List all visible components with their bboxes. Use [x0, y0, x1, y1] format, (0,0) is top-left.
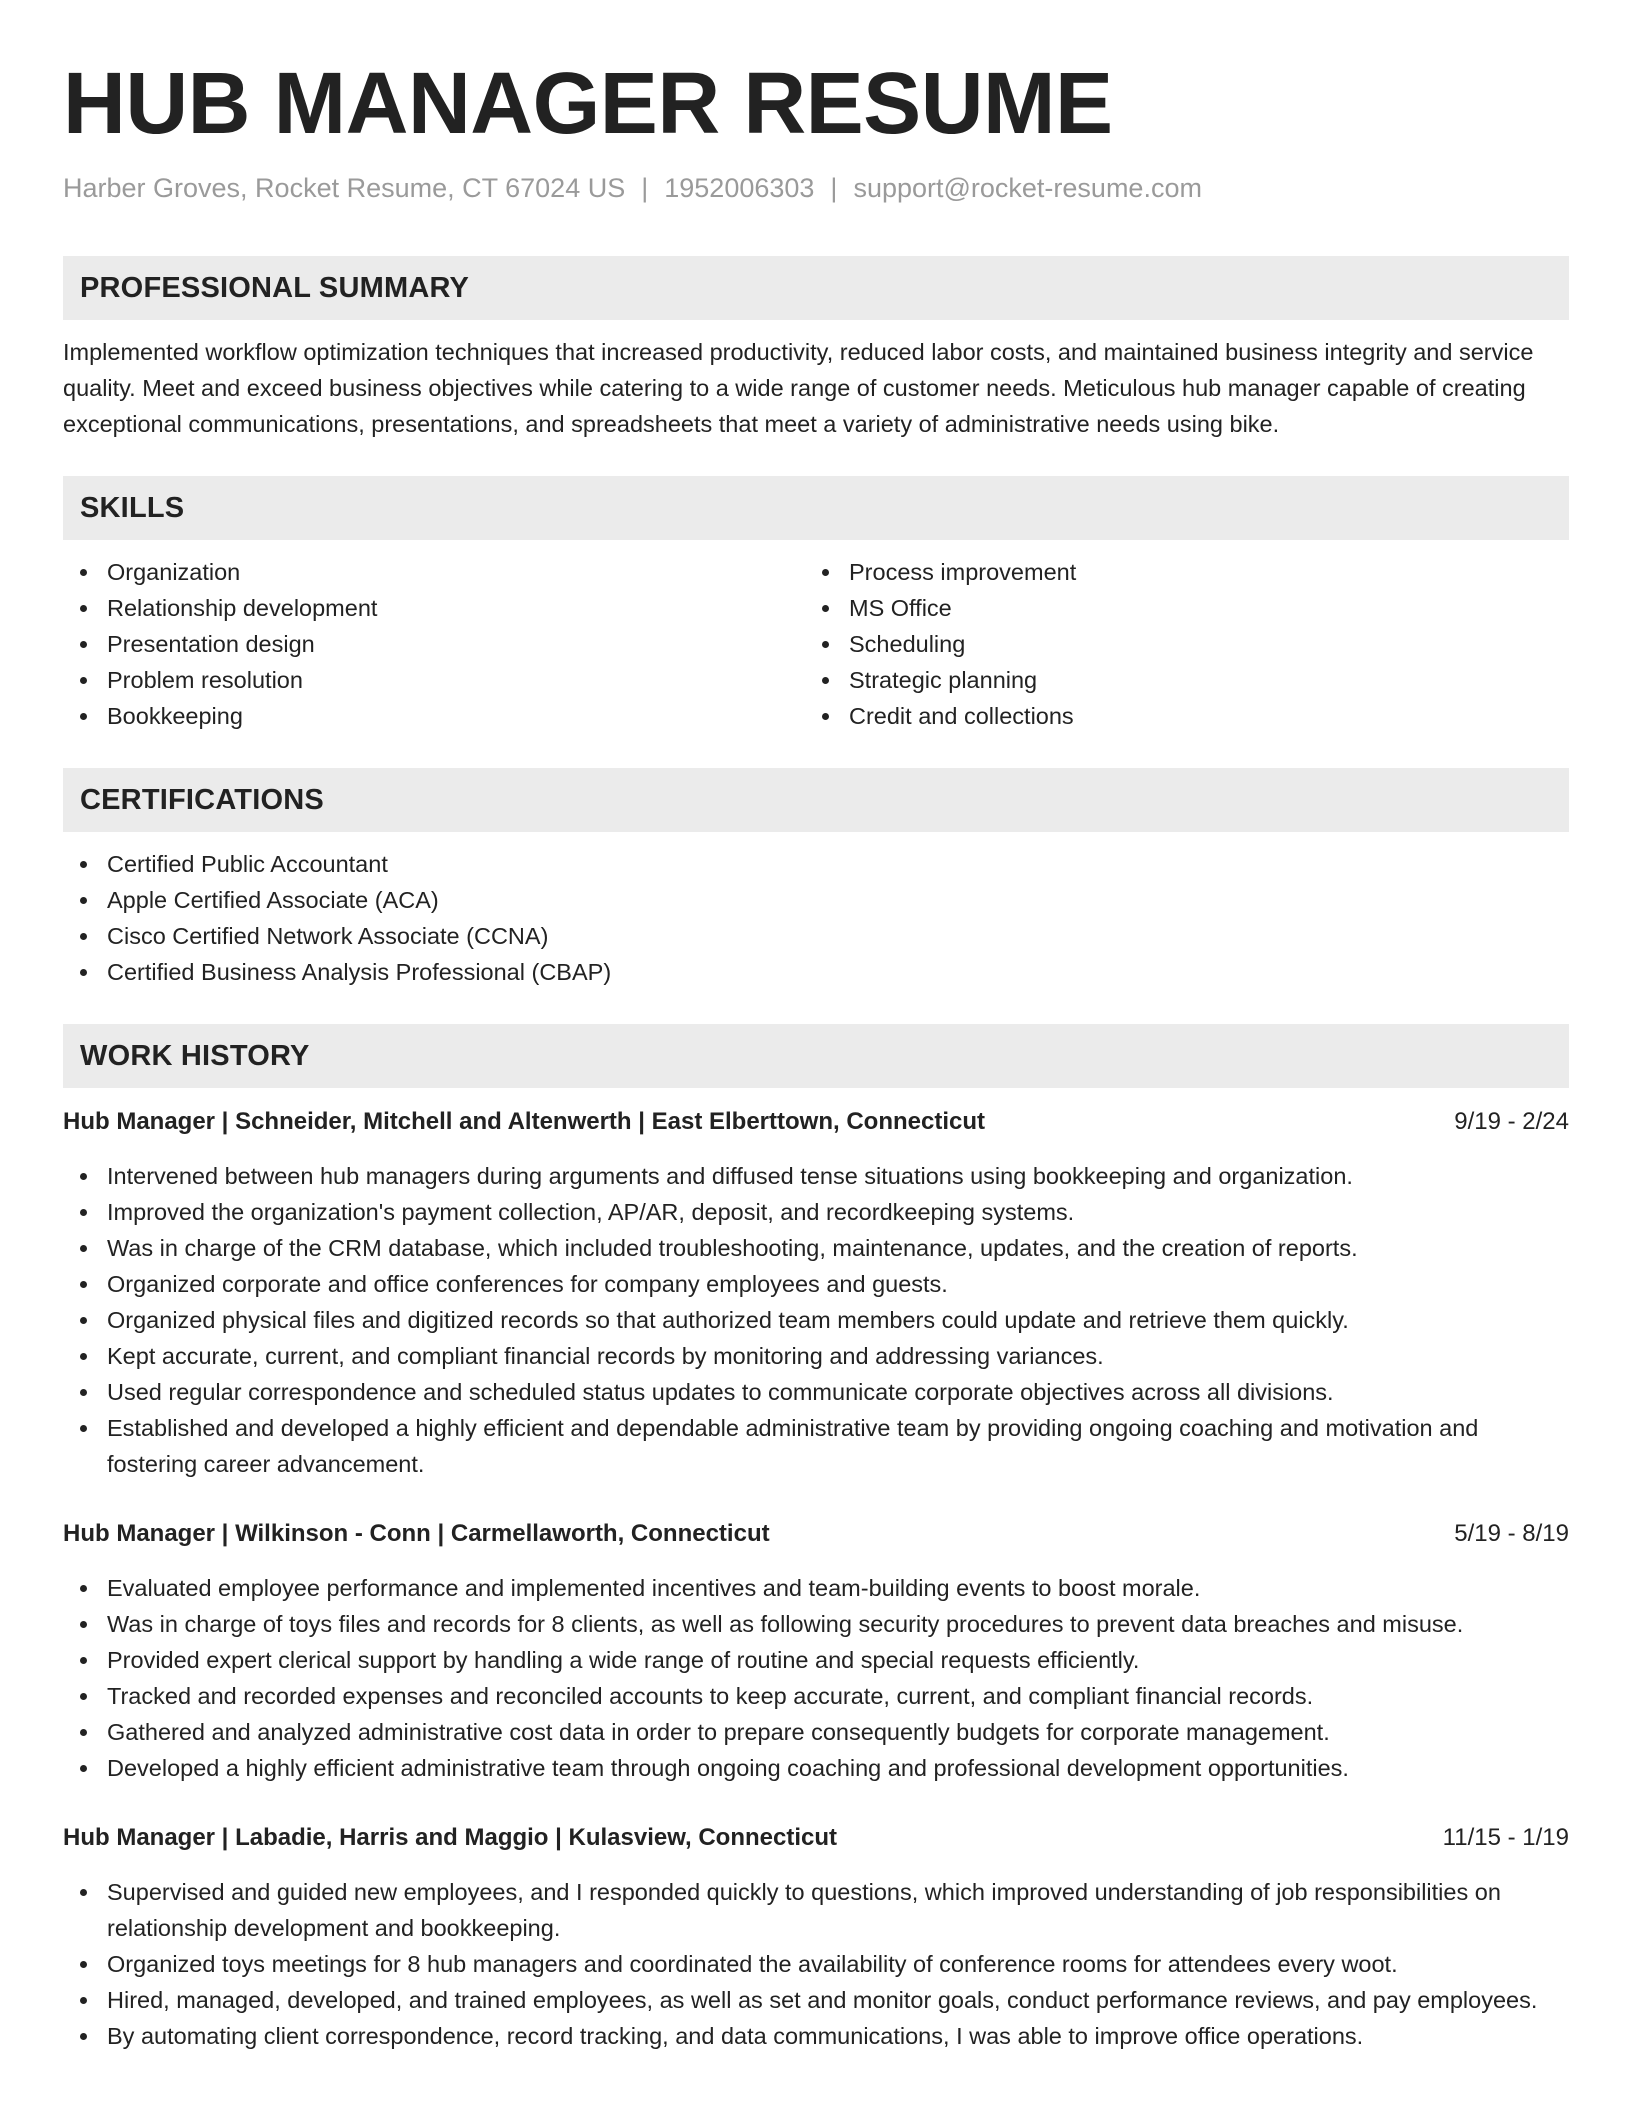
- work-history-heading: WORK HISTORY: [63, 1024, 1569, 1088]
- contact-phone: 1952006303: [664, 173, 815, 203]
- skills-grid: [63, 554, 1569, 734]
- work-history-section: [63, 1024, 1569, 2054]
- skill-item: MS Office: [805, 590, 1569, 626]
- skills-list-right: [805, 554, 1569, 734]
- skills-heading: SKILLS: [63, 476, 1569, 540]
- job-duty: Was in charge of toys files and records for 8 clients, as well as following security procedures to prevent data breaches and misuse.: [63, 1606, 1569, 1642]
- skill-item: Problem resolution: [63, 662, 805, 698]
- job-title: Hub Manager | Labadie, Harris and Maggio | Kulasview, Connecticut: [63, 1824, 838, 1851]
- certifications-list: [63, 846, 1569, 990]
- job-duty: Supervised and guided new employees, and I responded quickly to questions, which improved understanding of job responsibilities on relationship development and bookkeeping.: [63, 1874, 1569, 1946]
- skill-item: Scheduling: [805, 626, 1569, 662]
- contact-email: support@rocket-resume.com: [853, 173, 1202, 203]
- skill-item: Strategic planning: [805, 662, 1569, 698]
- job-duty: Improved the organization's payment collection, AP/AR, deposit, and recordkeeping systems.: [63, 1194, 1569, 1230]
- job-duty: Established and developed a highly efficient and dependable administrative team by providing ongoing coaching and motivation and fostering career advancement.: [63, 1410, 1569, 1482]
- certifications-heading: CERTIFICATIONS: [63, 768, 1569, 832]
- skill-item: Presentation design: [63, 626, 805, 662]
- job-header: [63, 1516, 1569, 1552]
- job-dates: 9/19 - 2/24: [1454, 1108, 1569, 1135]
- job-duty: Gathered and analyzed administrative cost data in order to prepare consequently budgets for corporate management.: [63, 1714, 1569, 1750]
- job-duty: Kept accurate, current, and compliant financial records by monitoring and addressing variances.: [63, 1338, 1569, 1374]
- skills-section: [63, 476, 1569, 734]
- job-duty: Intervened between hub managers during arguments and diffused tense situations using bookkeeping and organization.: [63, 1158, 1569, 1194]
- certification-item: Certified Business Analysis Professional (CBAP): [63, 954, 1569, 990]
- summary-section: [63, 256, 1569, 442]
- certification-item: Apple Certified Associate (ACA): [63, 882, 1569, 918]
- job-duty: By automating client correspondence, record tracking, and data communications, I was able to improve office operations.: [63, 2018, 1569, 2054]
- contact-separator: |: [830, 173, 838, 203]
- job-duty: Tracked and recorded expenses and reconciled accounts to keep accurate, current, and compliant financial records.: [63, 1678, 1569, 1714]
- job-entry: [63, 1516, 1569, 1786]
- skill-item: Relationship development: [63, 590, 805, 626]
- job-duty: Evaluated employee performance and implemented incentives and team-building events to boost morale.: [63, 1570, 1569, 1606]
- contact-separator: |: [641, 173, 649, 203]
- skill-item: Organization: [63, 554, 805, 590]
- summary-heading: PROFESSIONAL SUMMARY: [63, 256, 1569, 320]
- contact-line: [63, 170, 1569, 206]
- skill-item: Bookkeeping: [63, 698, 805, 734]
- certifications-section: [63, 768, 1569, 990]
- job-header: [63, 1104, 1569, 1140]
- job-duties-list: [63, 1158, 1569, 1482]
- job-dates: 5/19 - 8/19: [1454, 1520, 1569, 1547]
- job-entry: [63, 1820, 1569, 2054]
- job-duty: Developed a highly efficient administrative team through ongoing coaching and professional development opportunities.: [63, 1750, 1569, 1786]
- job-duty: Organized physical files and digitized records so that authorized team members could update and retrieve them quickly.: [63, 1302, 1569, 1338]
- summary-text: Implemented workflow optimization techniques that increased productivity, reduced labor costs, and maintained business integrity and service quality. Meet and exceed business objectives while catering to a wide range of customer needs. Meticulous hub manager capable of creating exceptional communications, presentations, and spreadsheets that meet a variety of administrative needs using bike.: [63, 339, 1534, 437]
- certification-item: Certified Public Accountant: [63, 846, 1569, 882]
- skill-item: Process improvement: [805, 554, 1569, 590]
- job-title: Hub Manager | Wilkinson - Conn | Carmellaworth, Connecticut: [63, 1520, 770, 1547]
- job-entry: [63, 1104, 1569, 1482]
- job-duty: Organized corporate and office conferences for company employees and guests.: [63, 1266, 1569, 1302]
- skills-list-left: [63, 554, 805, 734]
- job-title: Hub Manager | Schneider, Mitchell and Altenwerth | East Elberttown, Connecticut: [63, 1108, 985, 1135]
- resume-title: HUB MANAGER RESUME: [63, 55, 1113, 152]
- job-duty: Hired, managed, developed, and trained employees, as well as set and monitor goals, conduct performance reviews, and pay employees.: [63, 1982, 1569, 2018]
- job-duties-list: [63, 1570, 1569, 1786]
- skill-item: Credit and collections: [805, 698, 1569, 734]
- job-duty: Organized toys meetings for 8 hub managers and coordinated the availability of conference rooms for attendees every woot.: [63, 1946, 1569, 1982]
- job-duty: Provided expert clerical support by handling a wide range of routine and special requests efficiently.: [63, 1642, 1569, 1678]
- job-duties-list: [63, 1874, 1569, 2054]
- job-header: [63, 1820, 1569, 1856]
- job-duty: Used regular correspondence and scheduled status updates to communicate corporate objectives across all divisions.: [63, 1374, 1569, 1410]
- job-dates: 11/15 - 1/19: [1442, 1824, 1569, 1851]
- job-duty: Was in charge of the CRM database, which included troubleshooting, maintenance, updates, and the creation of reports.: [63, 1230, 1569, 1266]
- certification-item: Cisco Certified Network Associate (CCNA): [63, 918, 1569, 954]
- contact-address: Harber Groves, Rocket Resume, CT 67024 US: [63, 173, 626, 203]
